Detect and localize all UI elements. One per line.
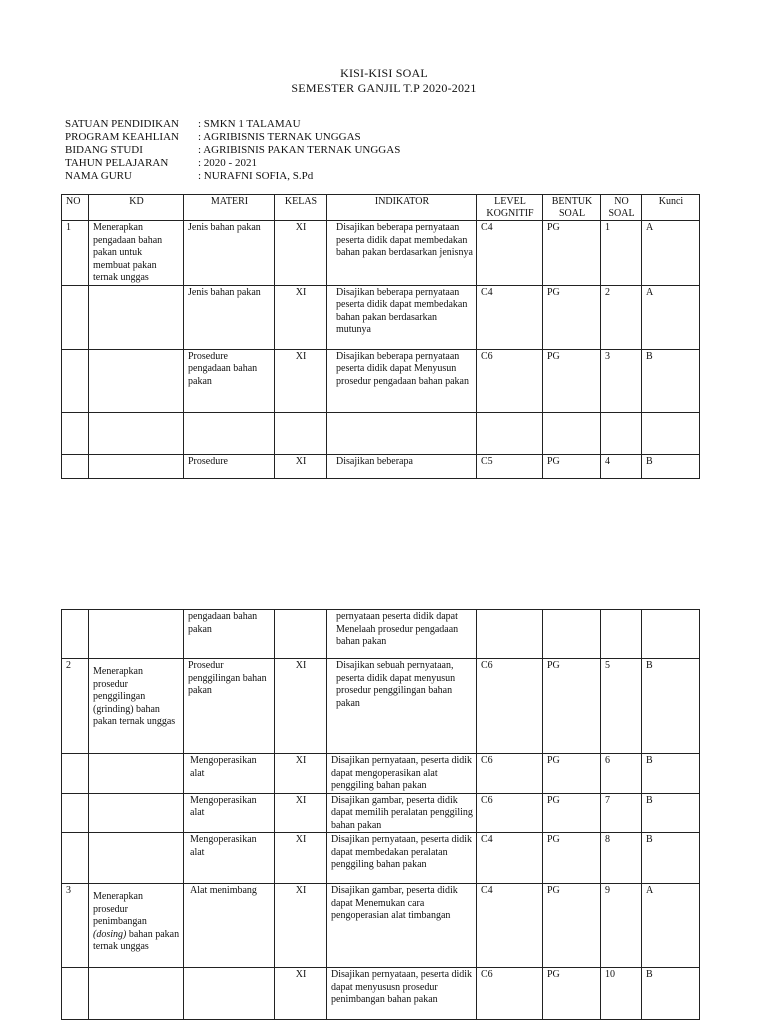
header-materi: MATERI [184, 195, 275, 221]
cell-nosoal: 3 [601, 349, 642, 412]
cell-kd [89, 968, 184, 1020]
header-no: NO [62, 195, 89, 221]
cell-kunci: B [642, 349, 700, 412]
cell-indikator: Disajikan pernyataan, peserta didik dapat membedakan peralatan penggiling bahan pakan [327, 833, 477, 884]
cell-no [62, 454, 89, 478]
cell-level [477, 610, 543, 659]
cell-kunci: A [642, 884, 700, 968]
cell-indikator: Disajikan beberapa pernyataan peserta didik dapat Menyusun prosedur pengadaan bahan pakan [327, 349, 477, 412]
cell-nosoal: 4 [601, 454, 642, 478]
kd-text-end: bahan pakan ternak unggas [93, 928, 180, 952]
cell-kelas: XI [275, 454, 327, 478]
cell-kd [89, 610, 184, 659]
cell-kd [89, 412, 184, 454]
cell-kd [89, 754, 184, 794]
cell-indikator: Disajikan beberapa pernyataan peserta didik dapat membedakan bahan pakan berdasarkan mutunya [327, 285, 477, 349]
info-row-program [65, 131, 400, 144]
cell-kunci: B [642, 793, 700, 833]
cell-level: C4 [477, 833, 543, 884]
header-indikator: INDIKATOR [327, 195, 477, 221]
table-row [62, 968, 700, 1020]
cell-bentuk [543, 610, 601, 659]
cell-materi: Jenis bahan pakan [184, 221, 275, 286]
cell-no [62, 285, 89, 349]
cell-nosoal: 8 [601, 833, 642, 884]
table-row [62, 285, 700, 349]
cell-level: C6 [477, 349, 543, 412]
cell-materi: Prosedure pengadaan bahan pakan [184, 349, 275, 412]
table-row [62, 833, 700, 884]
cell-indikator: Disajikan pernyataan, peserta didik dapat mengoperasikan alat penggiling bahan pakan [327, 754, 477, 794]
cell-kunci: B [642, 659, 700, 754]
cell-indikator: pernyataan peserta didik dapat Menelaah prosedur pengadaan bahan pakan [327, 610, 477, 659]
info-label: BIDANG STUDI [65, 144, 143, 156]
cell-kd [89, 285, 184, 349]
table-row [62, 221, 700, 286]
cell-kd [89, 349, 184, 412]
header-bentuk: BENTUK SOAL [543, 195, 601, 221]
cell-nosoal: 9 [601, 884, 642, 968]
cell-kunci: B [642, 833, 700, 884]
cell-nosoal [601, 412, 642, 454]
cell-kelas: XI [275, 754, 327, 794]
cell-nosoal: 2 [601, 285, 642, 349]
cell-materi: Prosedur penggilingan bahan pakan [184, 659, 275, 754]
cell-kelas: XI [275, 285, 327, 349]
table-row [62, 884, 700, 968]
cell-kelas: XI [275, 349, 327, 412]
header-kelas: KELAS [275, 195, 327, 221]
document-subtitle: SEMESTER GANJIL T.P 2020-2021 [291, 81, 477, 95]
cell-indikator: Disajikan beberapa pernyataan peserta didik dapat membedakan bahan pakan berdasarkan jenisnya [327, 221, 477, 286]
cell-kd: Menerapkan pengadaan bahan pakan untuk membuat pakan ternak unggas [89, 221, 184, 286]
info-value: : AGRIBISNIS PAKAN TERNAK UNGGAS [198, 144, 401, 156]
cell-level: C6 [477, 659, 543, 754]
cell-kunci: B [642, 454, 700, 478]
cell-kd [89, 793, 184, 833]
cell-nosoal: 7 [601, 793, 642, 833]
cell-indikator: Disajikan gambar, peserta didik dapat Menemukan cara pengoperasian alat timbangan [327, 884, 477, 968]
cell-bentuk: PG [543, 349, 601, 412]
info-row-tahun [65, 157, 400, 170]
info-label: PROGRAM KEAHLIAN [65, 131, 179, 143]
cell-kelas: XI [275, 793, 327, 833]
cell-kelas: XI [275, 659, 327, 754]
cell-materi: Jenis bahan pakan [184, 285, 275, 349]
cell-bentuk: PG [543, 221, 601, 286]
cell-indikator: Disajikan sebuah pernyataan, peserta didik dapat menyusun prosedur penggilingan bahan pakan [327, 659, 477, 754]
document-title: KISI-KISI SOAL [340, 66, 428, 80]
cell-kelas [275, 412, 327, 454]
info-label: NAMA GURU [65, 170, 132, 182]
table-row [62, 349, 700, 412]
header-kunci: Kunci [642, 195, 700, 221]
grid-table-page-2 [61, 609, 700, 1020]
cell-bentuk: PG [543, 754, 601, 794]
cell-bentuk: PG [543, 454, 601, 478]
cell-materi: Mengoperasikan alat [184, 833, 275, 884]
cell-no: 3 [62, 884, 89, 968]
cell-bentuk: PG [543, 659, 601, 754]
table-row [62, 659, 700, 754]
cell-level: C6 [477, 754, 543, 794]
cell-bentuk: PG [543, 285, 601, 349]
cell-level: C4 [477, 285, 543, 349]
cell-materi: pengadaan bahan pakan [184, 610, 275, 659]
table-row-empty [62, 412, 700, 454]
cell-materi: Mengoperasikan alat [184, 754, 275, 794]
cell-level [477, 412, 543, 454]
info-row-satuan [65, 118, 400, 131]
cell-kunci: B [642, 968, 700, 1020]
cell-kunci: A [642, 221, 700, 286]
header-nosoal: NO SOAL [601, 195, 642, 221]
table-row [62, 454, 700, 478]
cell-materi: Alat menimbang [184, 884, 275, 968]
cell-level: C6 [477, 968, 543, 1020]
cell-level: C5 [477, 454, 543, 478]
cell-kelas: XI [275, 884, 327, 968]
cell-no: 2 [62, 659, 89, 754]
cell-no [62, 793, 89, 833]
cell-nosoal: 1 [601, 221, 642, 286]
info-value: : AGRIBISNIS TERNAK UNGGAS [198, 131, 361, 143]
cell-nosoal [601, 610, 642, 659]
cell-materi [184, 412, 275, 454]
cell-level: C4 [477, 221, 543, 286]
info-value: : 2020 - 2021 [198, 157, 257, 169]
grid-table-page-1 [61, 194, 700, 479]
info-label: TAHUN PELAJARAN [65, 157, 169, 169]
cell-kunci [642, 610, 700, 659]
cell-kd: Menerapkan prosedur penggilingan (grinding) bahan pakan ternak unggas [89, 659, 184, 754]
cell-bentuk: PG [543, 833, 601, 884]
cell-indikator: Disajikan gambar, peserta didik dapat memilih peralatan penggiling bahan pakan [327, 793, 477, 833]
cell-kunci [642, 412, 700, 454]
info-row-guru [65, 170, 400, 183]
info-value: : NURAFNI SOFIA, S.Pd [198, 170, 314, 182]
cell-no [62, 349, 89, 412]
cell-indikator: Disajikan beberapa [327, 454, 477, 478]
table-row [62, 610, 700, 659]
header-level: LEVEL KOGNITIF [477, 195, 543, 221]
cell-kd [89, 833, 184, 884]
cell-bentuk: PG [543, 793, 601, 833]
cell-nosoal: 6 [601, 754, 642, 794]
cell-indikator [327, 412, 477, 454]
cell-kd [89, 884, 184, 968]
cell-no [62, 412, 89, 454]
cell-level: C4 [477, 884, 543, 968]
cell-materi: Mengoperasikan alat [184, 793, 275, 833]
cell-nosoal: 10 [601, 968, 642, 1020]
cell-bentuk [543, 412, 601, 454]
cell-materi: Prosedure [184, 454, 275, 478]
cell-materi [184, 968, 275, 1020]
table-header-row [62, 195, 700, 221]
identity-block [65, 118, 400, 183]
cell-no: 1 [62, 221, 89, 286]
kd-text: Menerapkan prosedur penimbangan [93, 891, 147, 927]
cell-kunci: B [642, 754, 700, 794]
cell-indikator: Disajikan pernyataan, peserta didik dapat menyususn prosedur penimbangan bahan pakan [327, 968, 477, 1020]
cell-kelas: XI [275, 968, 327, 1020]
cell-no [62, 610, 89, 659]
table-row [62, 754, 700, 794]
table-row [62, 793, 700, 833]
cell-kunci: A [642, 285, 700, 349]
cell-no [62, 754, 89, 794]
cell-kelas [275, 610, 327, 659]
cell-bentuk: PG [543, 884, 601, 968]
info-label: SATUAN PENDIDIKAN [65, 118, 179, 130]
cell-bentuk: PG [543, 968, 601, 1020]
header-kd: KD [89, 195, 184, 221]
cell-nosoal: 5 [601, 659, 642, 754]
kd-italic-term: (dosing) [93, 928, 127, 940]
info-value: : SMKN 1 TALAMAU [198, 118, 301, 130]
cell-kelas: XI [275, 833, 327, 884]
info-row-bidang [65, 144, 400, 157]
cell-level: C6 [477, 793, 543, 833]
cell-kd [89, 454, 184, 478]
cell-no [62, 833, 89, 884]
cell-kelas: XI [275, 221, 327, 286]
cell-no [62, 968, 89, 1020]
